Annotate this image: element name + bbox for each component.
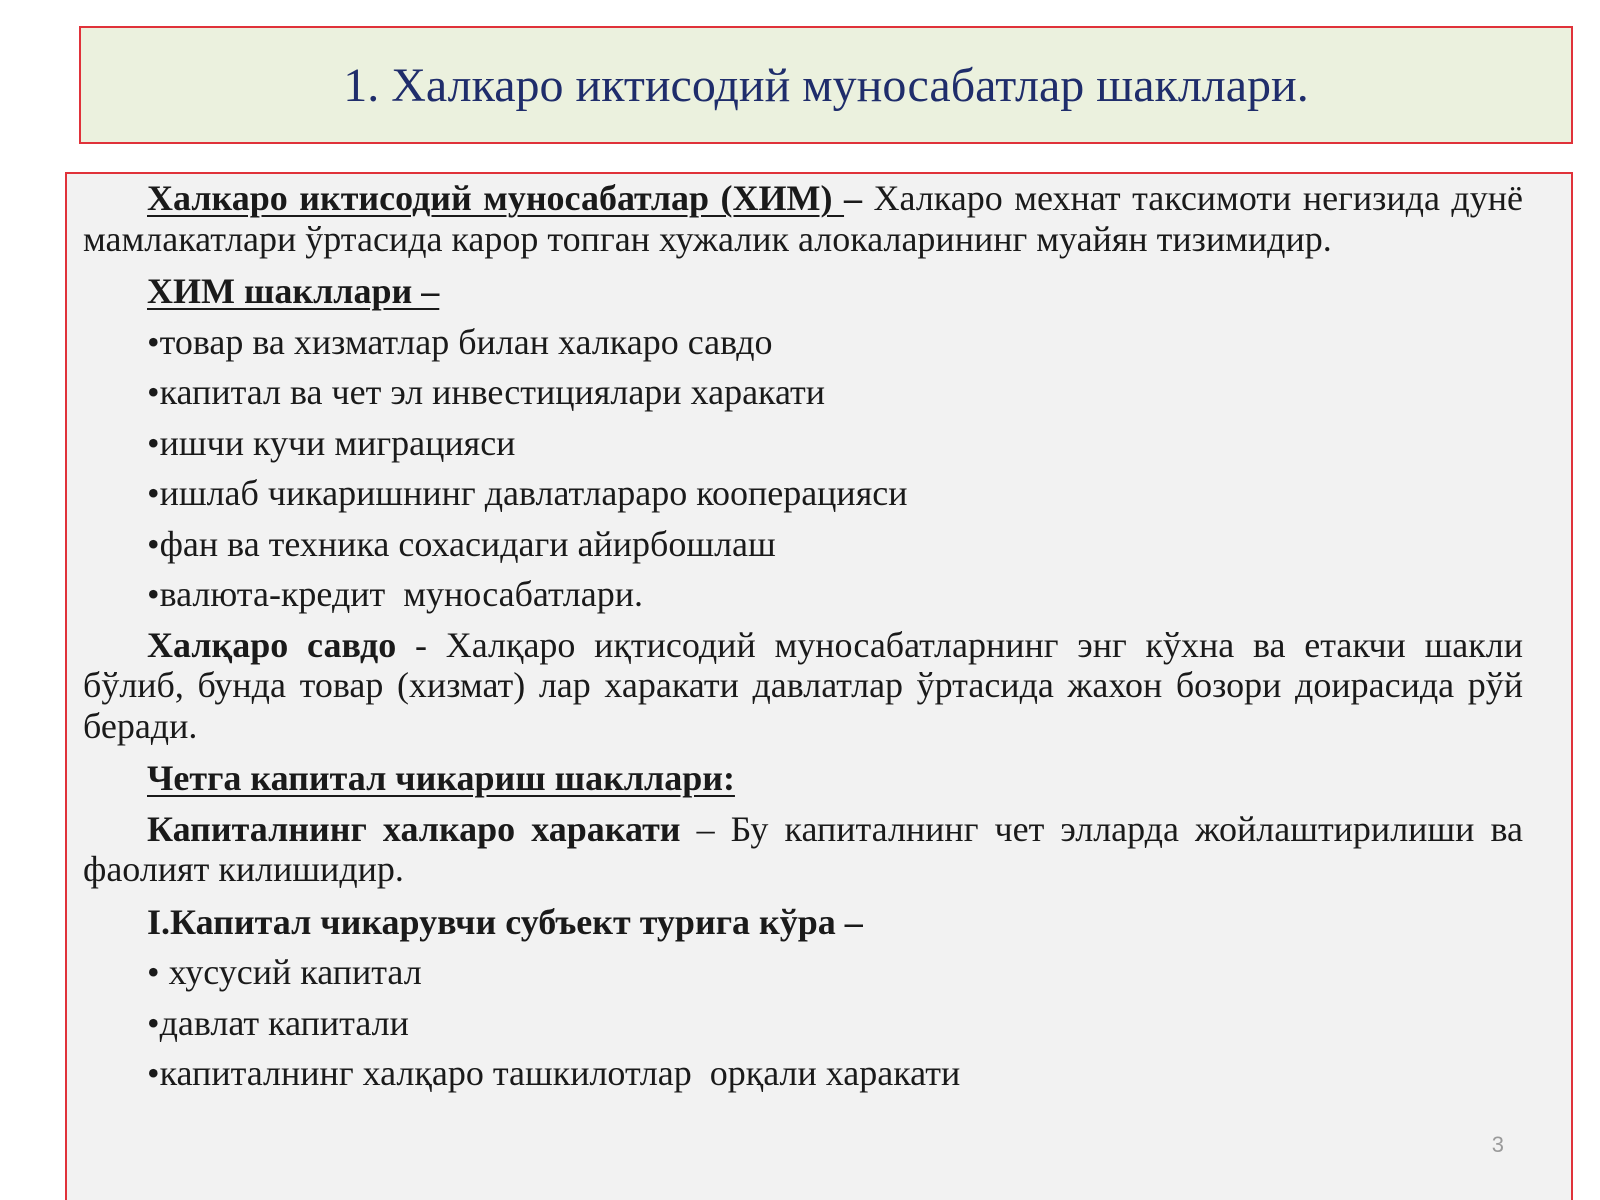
forms-heading: ХИМ шакллари –: [147, 271, 440, 311]
definition-paragraph: [83, 178, 1523, 259]
capital-movement-paragraph: [83, 809, 1523, 890]
page-number: 3: [1491, 1132, 1504, 1157]
slide-content-box: [65, 172, 1573, 1200]
forms-list-item: •ишлаб чикаришнинг давлатлараро кооперацияси: [147, 473, 908, 513]
capital-movement-term: Капиталнинг халкаро харакати: [147, 808, 681, 849]
subject-list-item: •капиталнинг халқаро ташкилотлар орқали харакати: [147, 1053, 961, 1093]
slide-title: 1. Халкаро иктисодий муносабатлар шакллари.: [343, 58, 1309, 112]
subject-list-item: • хусусий капитал: [147, 952, 422, 992]
forms-list-item: •ишчи кучи миграцияси: [147, 422, 516, 463]
definition-dash: –: [844, 178, 863, 218]
forms-list-item: •валюта-кредит муносабатлари.: [147, 574, 644, 614]
subject-heading: I.Капитал чикарувчи субъект турига кўра –: [147, 901, 863, 942]
capital-movement-text: – Бу капиталнинг чет элларда жойлаштирилиши ва фаолият килишидир.: [83, 808, 1523, 889]
trade-text: - Халқаро иқтисодий муносабатларнинг энг кўхна ва етакчи шакли бўлиб, бунда товар (хизмат) лар харакати давлатлар ўртасида жахон бозори доирасида рўй беради.: [83, 624, 1523, 746]
definition-text: Халкаро мехнат таксимоти негизида дунё мамлакатлари ўртасида карор топган хужалик алокаларининг муайян тизимидир.: [83, 178, 1523, 259]
trade-paragraph: [83, 625, 1523, 747]
capital-export-heading: Четга капитал чикариш шакллари:: [147, 758, 735, 798]
forms-list-item: •товар ва хизматлар билан халкаро савдо: [147, 321, 773, 362]
forms-list-item: •фан ва техника сохасидаги айирбошлаш: [147, 523, 776, 564]
slide-title-box: [79, 26, 1573, 144]
subject-list-item: •давлат капитали: [147, 1002, 409, 1043]
trade-term: Халқаро савдо: [147, 624, 397, 665]
definition-term: Халкаро иктисодий муносабатлар (ХИМ): [147, 178, 845, 218]
forms-list-item: •капитал ва чет эл инвестициялари харакати: [147, 372, 826, 412]
